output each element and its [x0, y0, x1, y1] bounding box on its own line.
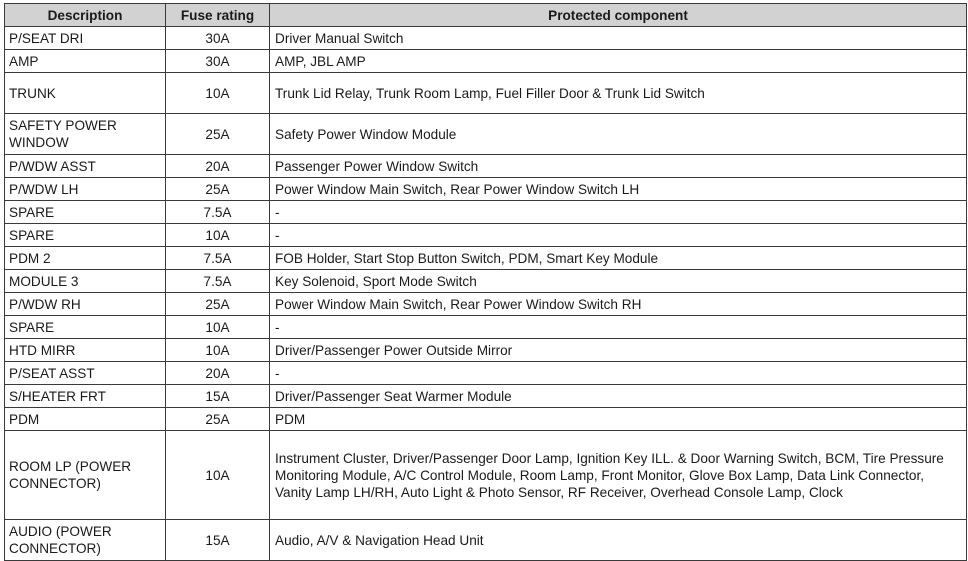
description-cell: P/WDW RH	[5, 293, 166, 316]
protected-component-cell: AMP, JBL AMP	[270, 50, 967, 73]
fuse-rating-cell: 25A	[166, 178, 270, 201]
table-row	[5, 155, 967, 178]
table-row	[5, 316, 967, 339]
protected-component-cell: PDM	[270, 408, 967, 431]
protected-component-cell: -	[270, 316, 967, 339]
description-cell: PDM 2	[5, 247, 166, 270]
fuse-rating-cell: 10A	[166, 316, 270, 339]
table-row	[5, 293, 967, 316]
description-cell: P/WDW LH	[5, 178, 166, 201]
description-cell: S/HEATER FRT	[5, 385, 166, 408]
fuse-rating-cell: 7.5A	[166, 201, 270, 224]
protected-component-cell: Driver/Passenger Seat Warmer Module	[270, 385, 967, 408]
fuse-rating-cell: 10A	[166, 224, 270, 247]
column-header-protected-component: Protected component	[270, 4, 967, 27]
description-cell: SPARE	[5, 316, 166, 339]
table-row	[5, 385, 967, 408]
table-row	[5, 224, 967, 247]
description-cell: TRUNK	[5, 73, 166, 114]
protected-component-cell: -	[270, 224, 967, 247]
protected-component-cell: Safety Power Window Module	[270, 114, 967, 155]
description-cell: PDM	[5, 408, 166, 431]
protected-component-cell: Power Window Main Switch, Rear Power Window Switch RH	[270, 293, 967, 316]
protected-component-cell: Audio, A/V & Navigation Head Unit	[270, 520, 967, 561]
description-cell: SPARE	[5, 224, 166, 247]
description-cell: HTD MIRR	[5, 339, 166, 362]
fuse-rating-cell: 15A	[166, 520, 270, 561]
table-row	[5, 114, 967, 155]
protected-component-cell: Key Solenoid, Sport Mode Switch	[270, 270, 967, 293]
description-cell: ROOM LP (POWER CONNECTOR)	[5, 431, 166, 520]
fuse-rating-cell: 30A	[166, 27, 270, 50]
table-row	[5, 362, 967, 385]
protected-component-cell: -	[270, 362, 967, 385]
table-row	[5, 431, 967, 520]
description-cell: AMP	[5, 50, 166, 73]
table-row	[5, 247, 967, 270]
table-row	[5, 73, 967, 114]
fuse-rating-cell: 25A	[166, 114, 270, 155]
fuse-rating-cell: 10A	[166, 431, 270, 520]
header-row	[5, 4, 967, 27]
fuse-rating-cell: 10A	[166, 73, 270, 114]
protected-component-cell: Driver/Passenger Power Outside Mirror	[270, 339, 967, 362]
table-row	[5, 178, 967, 201]
protected-component-cell: FOB Holder, Start Stop Button Switch, PDM, Smart Key Module	[270, 247, 967, 270]
fuse-rating-cell: 30A	[166, 50, 270, 73]
description-cell: AUDIO (POWER CONNECTOR)	[5, 520, 166, 561]
fuse-table	[4, 3, 967, 561]
description-cell: P/SEAT DRI	[5, 27, 166, 50]
description-cell: MODULE 3	[5, 270, 166, 293]
protected-component-cell: Instrument Cluster, Driver/Passenger Door Lamp, Ignition Key ILL. & Door Warning Switch, BCM, Tire Pressure Monitoring Module, A/C Control Module, Room Lamp, Front Monitor, Glove Box Lamp, Data Link Connector, Vanity Lamp LH/RH, Auto Light & Photo Sensor, RF Receiver, Overhead Console Lamp, Clock	[270, 431, 967, 520]
fuse-rating-cell: 20A	[166, 362, 270, 385]
fuse-rating-cell: 25A	[166, 408, 270, 431]
protected-component-cell: Passenger Power Window Switch	[270, 155, 967, 178]
protected-component-cell: -	[270, 201, 967, 224]
table-row	[5, 520, 967, 561]
protected-component-cell: Trunk Lid Relay, Trunk Room Lamp, Fuel Filler Door & Trunk Lid Switch	[270, 73, 967, 114]
table-row	[5, 408, 967, 431]
table-row	[5, 50, 967, 73]
table-row	[5, 27, 967, 50]
description-cell: P/SEAT ASST	[5, 362, 166, 385]
description-cell: SAFETY POWER WINDOW	[5, 114, 166, 155]
column-header-fuse-rating: Fuse rating	[166, 4, 270, 27]
fuse-rating-cell: 15A	[166, 385, 270, 408]
description-cell: SPARE	[5, 201, 166, 224]
column-header-description: Description	[5, 4, 166, 27]
fuse-rating-cell: 20A	[166, 155, 270, 178]
fuse-rating-cell: 10A	[166, 339, 270, 362]
fuse-rating-cell: 7.5A	[166, 270, 270, 293]
protected-component-cell: Power Window Main Switch, Rear Power Window Switch LH	[270, 178, 967, 201]
protected-component-cell: Driver Manual Switch	[270, 27, 967, 50]
description-cell: P/WDW ASST	[5, 155, 166, 178]
table-row	[5, 339, 967, 362]
table-row	[5, 270, 967, 293]
fuse-rating-cell: 7.5A	[166, 247, 270, 270]
fuse-rating-cell: 25A	[166, 293, 270, 316]
table-row	[5, 201, 967, 224]
